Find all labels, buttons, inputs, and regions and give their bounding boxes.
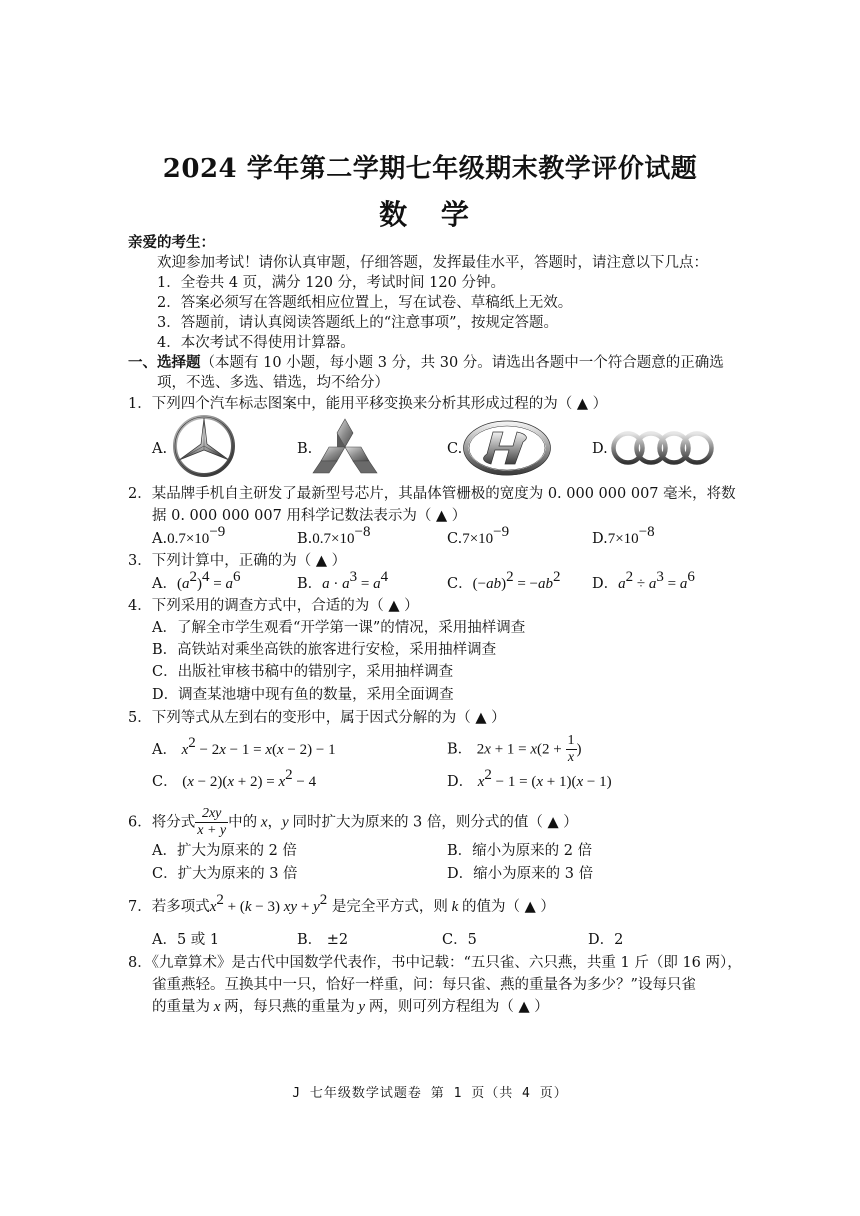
q2-option-a — [152, 524, 226, 549]
q1-option-c-label: C. — [447, 441, 463, 457]
q5-option-label: C． — [152, 774, 178, 790]
question-4-stem: 4．下列采用的调查方式中，合适的为（ ▲ ） — [128, 598, 419, 614]
notice-item: 1．全卷共 4 页，满分 120 分，考试时间 120 分钟。 — [157, 275, 505, 291]
q3-option-label: A． — [152, 576, 177, 592]
mercedes-star-logo — [172, 414, 236, 478]
q3-option-a: A．$(a^2)^4 = a^6$ — [152, 569, 241, 592]
question-8-line2: 雀重燕轻。互换其中一只，恰好一样重，问：每只雀、燕的重量各为多少？”设每只雀 — [152, 977, 696, 993]
q2-option-base: 0.7×10 — [167, 531, 210, 547]
q7-option-a: A．5 或 1 — [152, 932, 220, 948]
q7-option-d: D．2 — [588, 932, 624, 948]
q3-option-c: C．$(-ab)^2 = -ab^2$ — [447, 569, 561, 592]
q5-option-a: A． $x^2 - 2x - 1 = x(x - 2) - 1$ — [152, 735, 336, 758]
q2-option-exp: −9 — [493, 524, 510, 540]
intro-text: 欢迎参加考试！请你认真审题，仔细答题，发挥最佳水平，答题时，请注意以下几点： — [157, 255, 708, 271]
q8-text: 两，则可列方程组为（ ▲ ） — [368, 999, 549, 1015]
q5-option-b: B． 2x + 1 = x(2 + $\frac{1}{x}$ ) — [447, 733, 582, 765]
greeting: 亲爱的考生： — [128, 234, 215, 251]
q3-option-label: C． — [447, 576, 473, 592]
q2-option-base: 7×10 — [462, 531, 494, 547]
hyundai-oval-logo — [463, 420, 551, 476]
q2-option-label: D. — [592, 531, 608, 547]
q5-option-label: B． — [447, 741, 473, 758]
q6-suffix: 中的 — [228, 814, 258, 831]
section-desc-cont: 项，不选、多选、错选，均不给分） — [157, 375, 389, 391]
notice-item: 4．本次考试不得使用计算器。 — [157, 335, 355, 351]
q2-option-exp: −8 — [638, 524, 655, 540]
q5-option-c: C． $(x - 2)(x + 2) = x^2 - 4$ — [152, 767, 317, 790]
q4-option-d: D．调查某池塘中现有鱼的数量，采用全面调查 — [152, 687, 454, 703]
question-6-stem: 6．将分式 $\frac{2xy}{x + y}$ 中的 x，y 同时扩大为原来的 3 倍，则分式的值（ ▲ ） — [128, 806, 578, 838]
audi-rings-logo — [610, 430, 714, 466]
q3-option-label: D． — [592, 576, 619, 592]
q2-option-base: 0.7×10 — [312, 531, 355, 547]
q6-option-b: B．缩小为原来的 2 倍 — [447, 843, 593, 859]
mitsubishi-diamonds-logo — [312, 417, 378, 475]
q3-option-b: B．$a \cdot a^3 = a^4$ — [297, 569, 389, 592]
section-desc: （本题有 10 小题，每小题 3 分，共 30 分。请选出各题中一个符合题意的正确选 — [200, 355, 724, 371]
q3-option-d: D．$a^2 \div a^3 = a^6$ — [592, 569, 695, 592]
subject-title: 数 学 — [379, 198, 481, 231]
q2-option-base: 7×10 — [607, 531, 639, 547]
q7-prefix: 7．若多项式 — [128, 899, 210, 915]
q1-option-b-label: B. — [297, 441, 313, 457]
fraction: $\frac{1}{x}$ — [567, 733, 575, 765]
q6-prefix: 6．将分式 — [128, 814, 196, 831]
q2-option-label: C. — [447, 531, 463, 547]
q7-option-c: C．5 — [442, 932, 477, 948]
question-7-stem: 7．若多项式$x^2 + (k - 3)$ xy + $y^2$ 是完全平方式，则 k 的值为（ ▲ ） — [128, 892, 555, 915]
q5-option-label: A． — [152, 742, 177, 758]
fraction-2xy-over-x-plus-y: $\frac{2xy}{x + y}$ — [197, 806, 227, 838]
q4-option-b: B．高铁站对乘坐高铁的旅客进行安检，采用抽样调查 — [152, 642, 497, 658]
question-1-stem: 1．下列四个汽车标志图案中，能用平移变换来分析其形成过程的为（ ▲ ） — [128, 396, 608, 412]
question-2-line1: 2．某品牌手机自主研发了最新型号芯片，其晶体管栅极的宽度为 0. 000 000 007 毫米，将数 — [128, 486, 736, 502]
question-8-line3: 的重量为 x 两，每只燕的重量为 y 两，则可列方程组为（ ▲ ） — [152, 999, 549, 1015]
q5-option-d: D． $x^2 - 1 = (x + 1)(x - 1)$ — [447, 767, 612, 790]
section-title: 一、选择题 — [128, 354, 201, 371]
question-8-line1: 8．《九章算术》是古代中国数学代表作，书中记载：“五只雀、六只燕，共重 1 斤（即 16 两）， — [128, 955, 742, 971]
q2-option-exp: −9 — [209, 524, 226, 540]
q2-option-label: A. — [152, 531, 168, 547]
q2-option-d — [592, 524, 655, 549]
q1-option-a-label: A. — [152, 441, 168, 457]
q2-option-b — [297, 524, 371, 549]
q7-option-b: B． ±2 — [297, 932, 349, 948]
q6-suffix-2: 同时扩大为原来的 3 倍，则分式的值（ ▲ ） — [292, 814, 578, 831]
question-2-line2: 据 0. 000 000 007 用科学记数法表示为（ ▲ ） — [152, 508, 467, 524]
q2-option-label: B. — [297, 531, 313, 547]
q2-option-exp: −8 — [354, 524, 371, 540]
q4-option-a: A．了解全市学生观看“开学第一课”的情况，采用抽样调查 — [152, 620, 526, 636]
q7-suffix-2: 的值为（ ▲ ） — [462, 899, 555, 915]
exam-title: 2024 学年第二学期七年级期末教学评价试题 — [162, 154, 698, 184]
notice-item: 3．答题前，请认真阅读答题纸上的“注意事项”，按规定答题。 — [157, 315, 559, 331]
q6-option-c: C．扩大为原来的 3 倍 — [152, 866, 298, 882]
q6-option-a: A．扩大为原来的 2 倍 — [152, 843, 297, 859]
q4-option-c: C．出版社审核书稿中的错别字，采用抽样调查 — [152, 664, 454, 680]
q3-option-label: B． — [297, 576, 323, 592]
q5-option-label: D． — [447, 774, 474, 790]
q2-option-c — [447, 524, 510, 549]
question-3-stem: 3．下列计算中，正确的为（ ▲ ） — [128, 553, 347, 569]
q1-option-d-label: D. — [592, 441, 608, 457]
question-5-stem: 5．下列等式从左到右的变形中，属于因式分解的为（ ▲ ） — [128, 710, 506, 726]
notice-item: 2．答案必须写在答题纸相应位置上，写在试卷、草稿纸上无效。 — [157, 295, 573, 311]
q7-suffix: 是完全平方式，则 — [331, 899, 448, 915]
q6-option-d: D．缩小为原来的 3 倍 — [447, 866, 594, 882]
page-footer: J 七年级数学试题卷 第 1 页（共 4 页） — [292, 1086, 568, 1101]
q8-text: 两，每只燕的重量为 — [224, 999, 355, 1015]
section-heading — [128, 353, 724, 373]
q8-text: 的重量为 — [152, 999, 210, 1015]
